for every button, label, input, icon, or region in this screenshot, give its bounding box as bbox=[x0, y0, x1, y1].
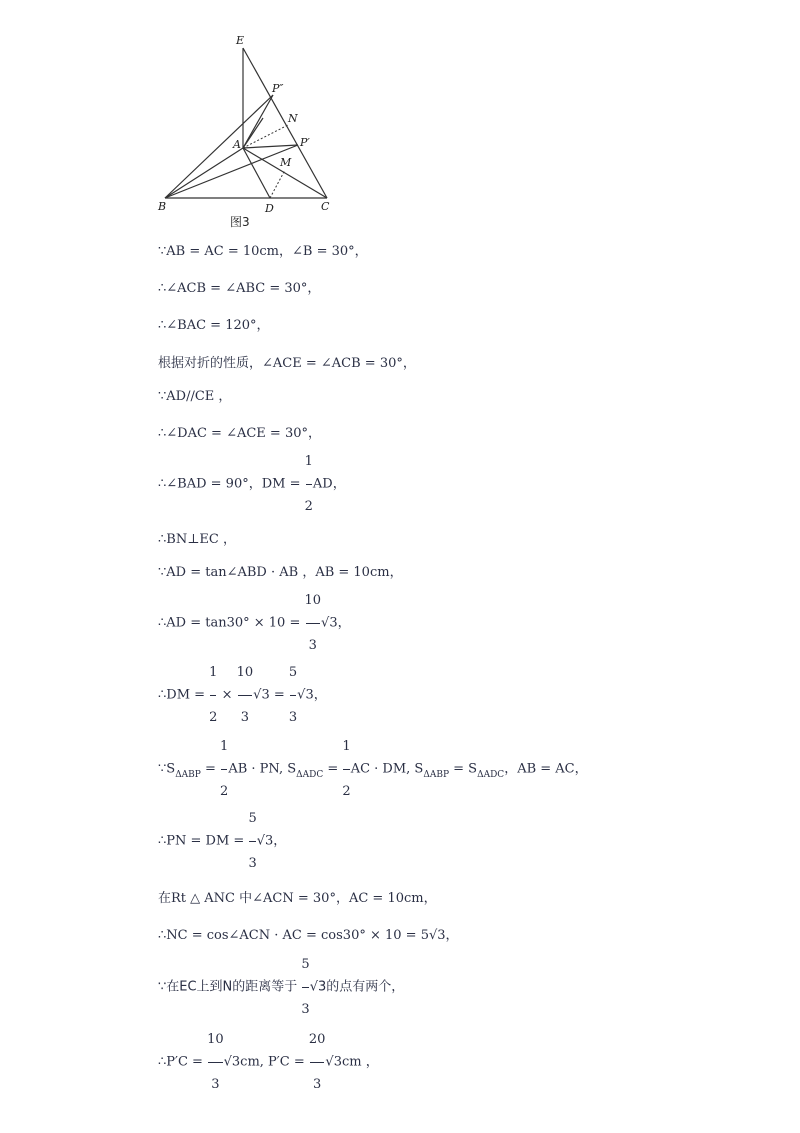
segment-EC bbox=[243, 48, 327, 198]
label-P2: P″ bbox=[272, 82, 284, 95]
denominator: 2 bbox=[209, 710, 218, 725]
proof-line-10-post: √3， bbox=[321, 615, 351, 631]
segment-A-upper bbox=[243, 118, 263, 148]
proof-line-6: ∴∠DAC = ∠ACE = 30°， bbox=[158, 426, 321, 441]
fraction bbox=[209, 666, 217, 724]
segment-BA bbox=[165, 148, 243, 198]
geometry-figure bbox=[145, 30, 345, 235]
triangle-ref: Rt △ ANC bbox=[171, 891, 240, 906]
proof-line-12-post: ，AB = AC， bbox=[504, 761, 588, 777]
label-D: D bbox=[265, 202, 274, 215]
text-zai: 在 bbox=[158, 891, 172, 906]
expression: AB · PN, S bbox=[228, 761, 297, 777]
denominator: 3 bbox=[248, 856, 257, 871]
label-A: A bbox=[233, 138, 241, 151]
segment-BP2 bbox=[165, 95, 273, 198]
segment-AP1 bbox=[243, 145, 298, 148]
numerator: 5 bbox=[288, 665, 298, 680]
sqrt-equals: √3 = bbox=[253, 687, 289, 703]
subscript: ΔADC bbox=[296, 769, 324, 780]
proof-line-17 bbox=[158, 1033, 379, 1091]
expression: √3cm, P′C = bbox=[223, 1054, 309, 1070]
denominator: 3 bbox=[211, 1077, 220, 1092]
proof-line-8: ∴BN⊥EC ， bbox=[158, 532, 236, 547]
numerator: 5 bbox=[248, 811, 257, 826]
denominator: 3 bbox=[308, 638, 317, 653]
times-sign: × bbox=[217, 687, 237, 703]
equals: = S bbox=[449, 761, 478, 777]
proof-line-11 bbox=[158, 666, 327, 724]
equals: = bbox=[323, 761, 343, 777]
proof-line-9: ∵AD = tan∠ABD · AB ，AB = 10cm， bbox=[158, 565, 403, 580]
fraction bbox=[220, 740, 228, 798]
label-M: M bbox=[280, 156, 292, 169]
proof-line-16-post: √3的点有两个， bbox=[309, 979, 405, 995]
proof-line-3: ∴∠BAC = 120°， bbox=[158, 318, 270, 333]
label-C: C bbox=[321, 200, 330, 213]
dotted-DM bbox=[270, 170, 285, 198]
fraction bbox=[207, 1033, 224, 1091]
subscript: ΔABP bbox=[175, 769, 201, 780]
proof-line-16 bbox=[158, 958, 404, 1016]
proof-line-7-post: AD， bbox=[312, 476, 346, 492]
proof-line-10 bbox=[158, 594, 351, 652]
proof-line-11-pre: ∴DM = bbox=[158, 687, 210, 703]
numerator: 20 bbox=[308, 1032, 326, 1047]
numerator: 1 bbox=[342, 739, 351, 754]
denominator: 2 bbox=[220, 784, 229, 799]
denominator: 2 bbox=[304, 499, 313, 514]
denominator: 3 bbox=[312, 1077, 322, 1092]
proof-line-13-pre: ∴PN = DM = bbox=[158, 833, 249, 849]
proof-line-17-pre: ∴P′C = bbox=[158, 1054, 208, 1070]
denominator: 3 bbox=[301, 1002, 310, 1017]
fraction bbox=[305, 455, 313, 513]
proof-line-11-post: √3， bbox=[297, 687, 327, 703]
proof-line-7-pre: ∴∠BAD = 90°，DM = bbox=[158, 476, 305, 492]
fraction bbox=[248, 812, 256, 870]
figure-caption: 图3 bbox=[230, 215, 250, 229]
label-N: N bbox=[288, 112, 298, 125]
numerator: 1 bbox=[304, 454, 313, 469]
s-symbol: ∵S bbox=[158, 761, 176, 777]
label-B: B bbox=[158, 200, 167, 213]
fraction bbox=[342, 740, 350, 798]
proof-line-1: ∵AB = AC = 10cm，∠B = 30°， bbox=[158, 244, 368, 259]
denominator: 3 bbox=[288, 710, 298, 725]
proof-line-13-post: √3， bbox=[256, 833, 287, 849]
numerator: 1 bbox=[220, 739, 229, 754]
proof-line-10-pre: ∴AD = tan30° × 10 = bbox=[158, 615, 305, 631]
text-zhong: 中 bbox=[239, 891, 253, 906]
proof-line-4-text: 根据对折的性质， bbox=[158, 356, 263, 371]
fraction bbox=[309, 1033, 326, 1091]
proof-line-5: ∵AD//CE ， bbox=[158, 389, 232, 404]
proof-line-15: ∴NC = cos∠ACN · AC = cos30° × 10 = 5√3， bbox=[158, 928, 459, 943]
fraction bbox=[301, 958, 309, 1016]
proof-line-4 bbox=[158, 352, 416, 371]
segment-BP1 bbox=[165, 145, 298, 198]
numerator: 5 bbox=[301, 957, 310, 972]
proof-line-4-math: ∠ACE = ∠ACB = 30°， bbox=[262, 356, 416, 371]
proof-line-14 bbox=[158, 887, 437, 906]
expression: AC · DM, S bbox=[350, 761, 424, 777]
proof-line-7 bbox=[158, 455, 346, 513]
proof-line-17-post: √3cm ， bbox=[325, 1054, 379, 1070]
denominator: 3 bbox=[240, 710, 250, 725]
numerator: 10 bbox=[236, 665, 254, 680]
fraction bbox=[289, 666, 297, 724]
numerator: 10 bbox=[304, 593, 322, 608]
label-E: E bbox=[236, 34, 245, 47]
numerator: 1 bbox=[209, 665, 218, 680]
label-P1: P′ bbox=[300, 136, 310, 149]
subscript: ΔADC bbox=[477, 769, 505, 780]
proof-line-13 bbox=[158, 812, 286, 870]
proof-line-2: ∴∠ACB = ∠ABC = 30°， bbox=[158, 281, 321, 296]
proof-line-12 bbox=[158, 740, 588, 798]
fraction bbox=[305, 594, 322, 652]
proof-line-14-math: ∠ACN = 30°，AC = 10cm， bbox=[252, 891, 437, 906]
subscript: ΔABP bbox=[423, 769, 449, 780]
fraction bbox=[237, 666, 254, 724]
proof-line-16-pre: ∵在EC上到N的距离等于 bbox=[158, 979, 302, 995]
numerator: 10 bbox=[207, 1032, 224, 1047]
denominator: 2 bbox=[342, 784, 351, 799]
equals: = bbox=[200, 761, 221, 777]
